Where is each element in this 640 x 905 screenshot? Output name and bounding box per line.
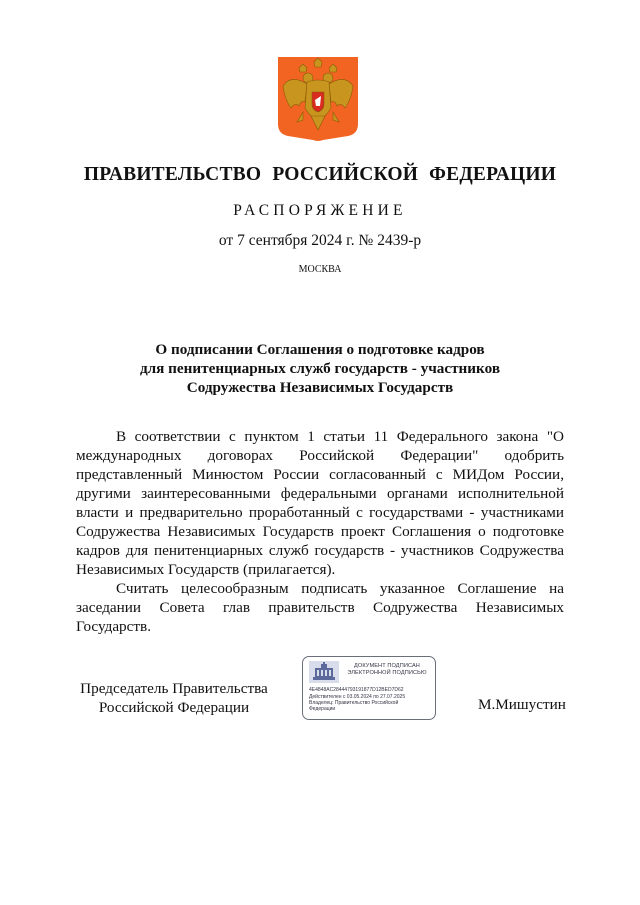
document-date-number: от 7 сентября 2024 г. № 2439-р <box>218 232 422 249</box>
stamp-heading-line: ДОКУМЕНТ ПОДПИСАН <box>354 663 420 669</box>
stamp-owner: Федерации <box>309 706 336 712</box>
signer-position-line: Российской Федерации <box>98 699 250 716</box>
signer-name: М.Мишустин <box>478 696 566 713</box>
stamp-heading-line: ЭЛЕКТРОННОЙ ПОДПИСЬЮ <box>347 670 427 676</box>
signer-position <box>76 679 272 717</box>
body-paragraph: Считать целесообразным подписать указанное Соглашение на заседании Совета глав правительств Содружества Независимых Государств. <box>76 580 564 635</box>
stamp-validity: Действителен с 03.05.2024 по 27.07.2025 <box>309 694 406 700</box>
subject-line: О подписании Соглашения о подготовке кадров <box>155 341 485 358</box>
electronic-signature-stamp <box>302 656 436 720</box>
document-subject <box>0 340 640 397</box>
coat-of-arms-icon <box>277 56 359 142</box>
document-body <box>76 427 564 636</box>
subject-line: для пенитенциарных служб государств - участников <box>139 360 501 377</box>
signer-position-line: Председатель Правительства <box>80 680 268 697</box>
government-building-icon <box>309 661 339 683</box>
stamp-certificate: 4E4848AC28444793191877D12BED7D62 <box>309 687 404 693</box>
stamp-owner: Владелец: Правительство Российской <box>309 700 399 706</box>
document-type: РАСПОРЯЖЕНИЕ <box>233 202 407 219</box>
stamp-heading <box>343 663 431 677</box>
document-city: МОСКВА <box>298 264 342 275</box>
body-paragraph: В соответствии с пунктом 1 статьи 11 Федерального закона "О международных договорах Российской Федерации" одобрить представленный Минюстом России согласованный с МИДом России, другими заинтересованными федеральными органами исполнительной власти и предварительно проработанный с государствами - участниками Содружества Независимых Государств проект Соглашения о подготовке кадров для пенитенциарных служб государств - участников Содружества Независимых Государств (прилагается). <box>76 428 564 578</box>
government-title: ПРАВИТЕЛЬСТВО РОССИЙСКОЙ ФЕДЕРАЦИИ <box>83 164 557 185</box>
subject-line: Содружества Независимых Государств <box>186 379 454 396</box>
